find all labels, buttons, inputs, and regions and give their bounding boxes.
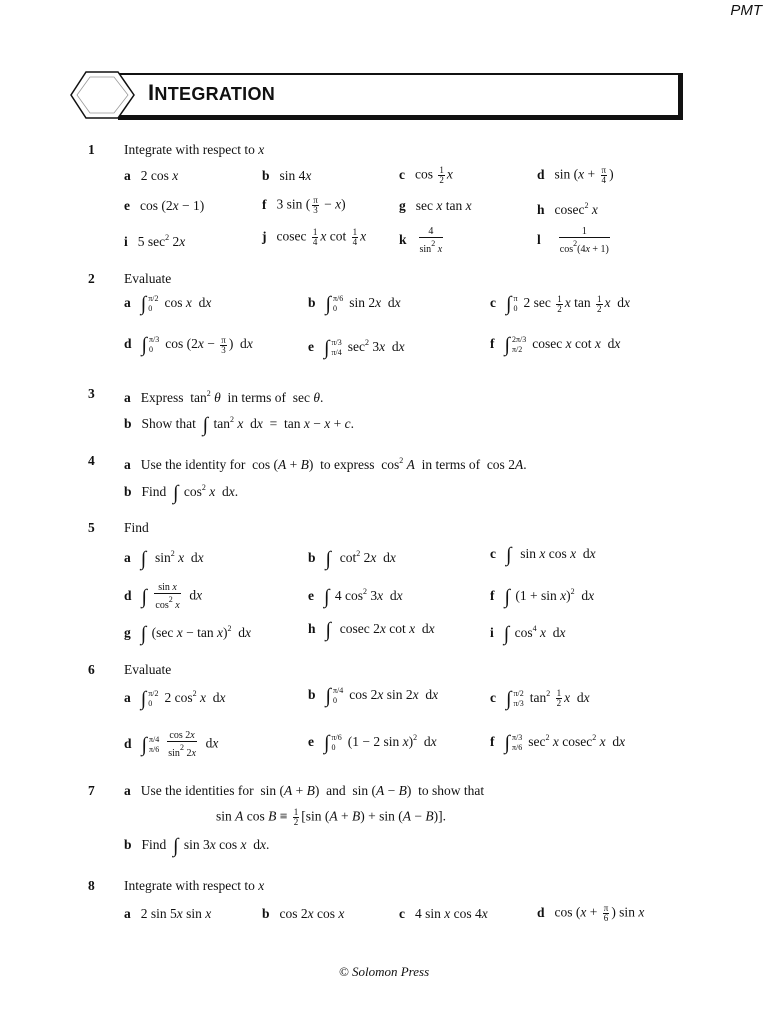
q1-part-e: e cos (2x − 1) [124, 198, 205, 213]
question-stem: Find [124, 520, 149, 535]
q1-part-c: c cos $\frac{1}{2}$ x [399, 165, 453, 185]
q5-part-a: a ∫ $\sin^2 x$ dx [124, 547, 204, 570]
q1-part-i: i 5 $\sec^2 2x$ [124, 233, 186, 249]
q6-part-f: f ∫ π/3 π/6 $\sec^2 x$ cosec$^2$ x dx [490, 731, 626, 754]
q1-part-a: a 2 cos x [124, 168, 179, 183]
q1-part-k: k $\frac{4}{\sin^2 x}$ [399, 226, 443, 255]
hexagon-icon [70, 70, 140, 120]
q6-part-a: a ∫ π/2 0 2 $\cos^2 x$ dx [124, 687, 226, 710]
q1-part-h: h cosec$^2$ x [537, 201, 598, 217]
question-number: 6 [88, 662, 95, 677]
question-number: 4 [88, 453, 95, 468]
q6-part-c: c ∫ π/2 π/3 $\tan^2$ $\frac{1}{2}$ x dx [490, 687, 590, 710]
q6-part-d: d ∫ π/4 π/6 $\frac{\cos 2x}{\sin^2 2x}$ dx [124, 730, 219, 759]
q2-part-b: b ∫ π/6 0 sin 2x dx [308, 293, 401, 315]
q7-part-a: a Use the identities for sin (A + B) and sin (A − B) to show that [124, 783, 485, 798]
question-number: 5 [88, 520, 95, 535]
question-number: 3 [88, 386, 95, 401]
question-number: 2 [88, 271, 95, 286]
q2-part-f: f ∫ 2π/3 π/2 cosec x cot x dx [490, 334, 621, 356]
q1-part-b: b sin 4x [262, 168, 312, 183]
question-stem: Integrate with respect to x [124, 878, 265, 893]
q5-part-h: h ∫ cosec 2x cot x dx [308, 618, 435, 641]
q1-part-d: d sin (x + $\frac{\pi}{4}$ ) [537, 165, 614, 185]
q5-part-e: e ∫ 4 $\cos^2 3x$ dx [308, 585, 403, 608]
q8-part-c: c 4 sin x cos 4x [399, 906, 488, 921]
q2-part-d: d ∫ π/3 0 cos (2x − $\frac{\pi}{3}$ ) dx [124, 334, 253, 356]
question-stem: Evaluate [124, 271, 172, 286]
q7-identity: sin A cos B ≡ $\frac{1}{2}$ [sin (A + B) + sin (A − B)]. [216, 807, 446, 827]
q5-part-b: b ∫ $\cot^2 2x$ dx [308, 547, 396, 570]
pmt-tag: PMT [730, 2, 762, 19]
question-stem: Evaluate [124, 662, 172, 677]
q4-part-b: b Find ∫ $\cos^2 x$ dx. [124, 481, 239, 504]
q8-part-b: b cos 2x cos x [262, 906, 345, 921]
section-banner [70, 70, 680, 120]
question-number: 1 [88, 142, 95, 157]
q8-part-d: d cos (x + $\frac{\pi}{6}$ ) sin x [537, 903, 645, 923]
q2-part-a: a ∫ π/2 0 cos x dx [124, 293, 212, 315]
page-title: INTEGRATION [148, 80, 276, 105]
q5-part-g: g ∫ (sec x − tan x)$^2$ dx [124, 622, 251, 645]
q8-part-a: a 2 sin 5x sin x [124, 906, 212, 921]
question-stem: Integrate with respect to x [124, 142, 265, 157]
q4-part-a: a Use the identity for cos (A + B) to express $\cos^2 A$ in terms of cos 2A. [124, 456, 527, 472]
q1-part-j: j cosec $\frac{1}{4}$ x cot $\frac{1}{4}$ x [262, 227, 367, 247]
q5-part-c: c ∫ sin x cos x dx [490, 543, 596, 566]
question-number: 8 [88, 878, 95, 893]
question-number: 7 [88, 783, 95, 798]
q1-part-f: f 3 sin ( $\frac{\pi}{3}$ − x) [262, 195, 346, 215]
q6-part-b: b ∫ π/4 0 cos 2x sin 2x dx [308, 685, 439, 707]
q5-part-d: d ∫ $\frac{\text{sin x}}{\cos^2 x}$ dx [124, 582, 203, 611]
q7-part-b: b Find ∫ sin 3x cos x dx. [124, 834, 270, 857]
q3-part-b: b Show that ∫ $\tan^2 x$ dx = tan x − x + c. [124, 413, 354, 436]
q6-part-e: e ∫ π/6 0 (1 − 2 sin x)$^2$ dx [308, 731, 437, 754]
q1-part-g: g sec x tan x [399, 198, 472, 213]
q3-part-a: a Express $\tan^2 \theta$ in terms of sec θ. [124, 389, 324, 405]
q2-part-c: c ∫ π 0 2 sec $\frac{1}{2}$ x tan $\frac{1}{2}$ x dx [490, 293, 631, 315]
footer-credit: © Solomon Press [338, 964, 430, 979]
q5-part-f: f ∫ $(1 + \sin x)^2$ dx [490, 585, 595, 608]
q2-part-e: e ∫ π/3 π/4 $\sec^2 3x$ dx [308, 336, 405, 359]
q1-part-l: l $\frac{1}{\cos^2(4x + 1)}$ [537, 226, 609, 255]
q5-part-i: i ∫ $\cos^4 x$ dx [490, 622, 566, 645]
